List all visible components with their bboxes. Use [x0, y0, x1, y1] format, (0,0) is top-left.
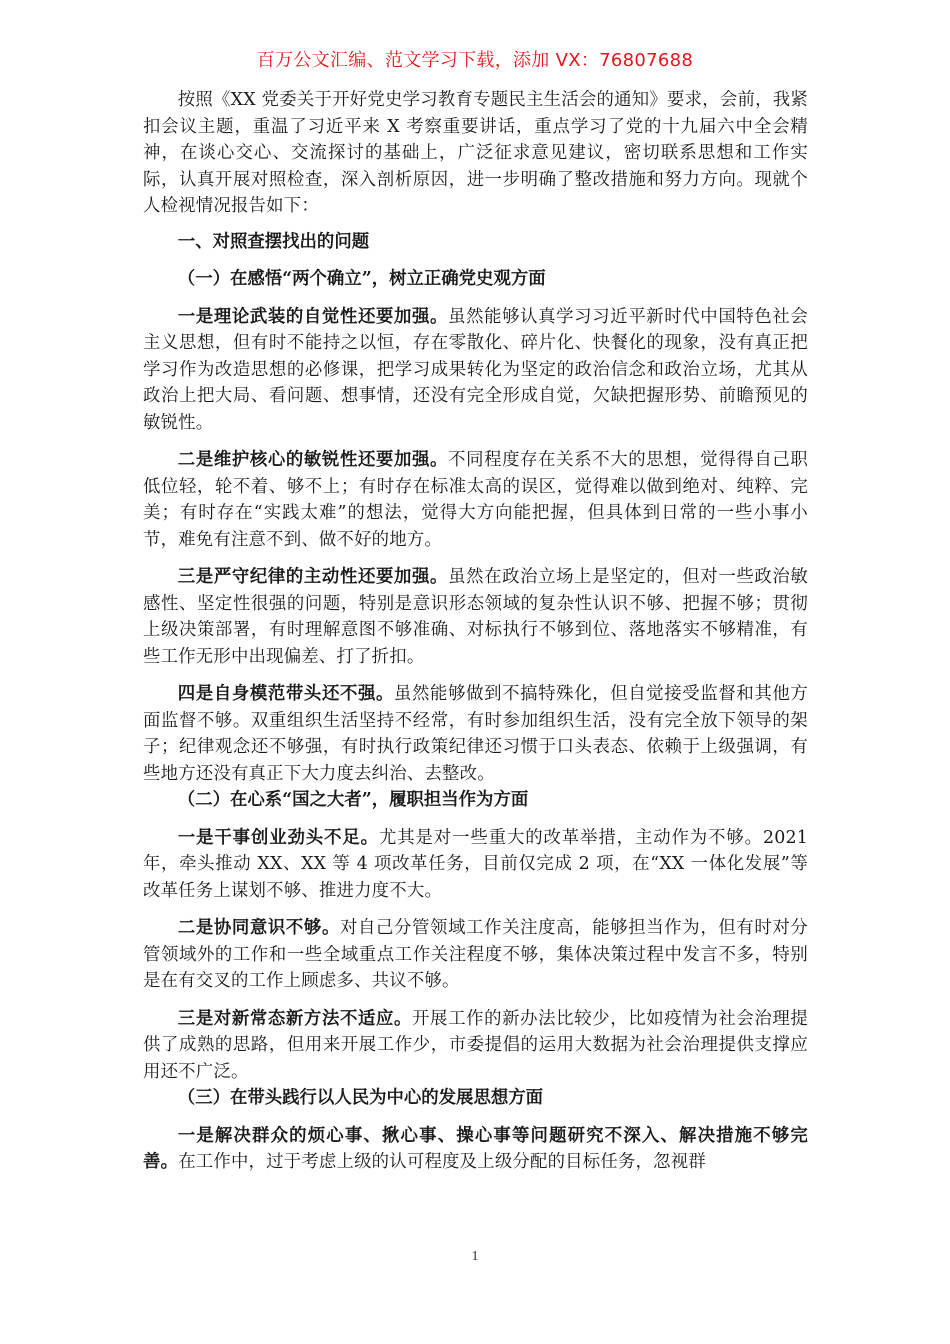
item-lead: 一是理论武装的自觉性还要加强。	[177, 306, 449, 327]
item-text: 虽然能够认真学习习近平新时代中国特色社会主义思想，但有时不能持之以恒，存在零散化、碎片化、快餐化的现象，没有真正把学习作为改造思想的必修课，把学习成果转化为坚定的政治信念和政治立场，尤其从政治上把大局、看问题、想事情，还没有完全形成自觉，欠缺把握形势、前瞻预见的敏锐性。	[143, 306, 808, 433]
item-lead: 一是干事创业劲头不足。	[177, 827, 379, 848]
intro-paragraph: 按照《XX 党委关于开好党史学习教育专题民主生活会的通知》要求，会前，我紧扣会议主题，重温了习近平来 X 考察重要讲话，重点学习了党的十九届六中全会精神，在谈心交心、交流探讨的基础上，广泛征求意见建议，密切联系思想和工作实际，认真开展对照检查，深入剖析原因，进一步明确了整改措施和努力方向。现就个人检视情况报告如下：	[143, 90, 808, 216]
item-lead: 二是维护核心的敏锐性还要加强。	[177, 450, 449, 470]
subsection-heading-1: （一）在感悟“两个确立”，树立正确党史观方面	[177, 269, 546, 289]
item-text: 在工作中，过于考虑上级的认可程度及上级分配的目标任务，忽视群	[178, 1152, 706, 1172]
item-paragraph	[143, 825, 808, 905]
item-text: 尤其是对一些重大的改革举措，主动作为不够。2021 年，牵头推动 XX、XX 等 4 项改革任务，目前仅完成 2 项，在“XX 一体化发展”等改革任务上谋划不够、推进力度不大。	[143, 827, 809, 901]
item-text: 不同程度存在关系不大的思想，觉得得自己职低位轻，轮不着、够不上；有时存在标准太高的误区，觉得难以做到绝对、纯粹、完美；有时存在“实践太难”的想法，觉得大方向能把握，但具体到日常的一些小事小节，难免有注意不到、做不好的地方。	[143, 450, 808, 550]
section-heading: 一、对照查摆找出的问题	[177, 231, 370, 252]
item-lead: 二是协同意识不够。	[177, 918, 340, 938]
item-text: 对自己分管领域工作关注度高，能够担当作为，但有时对分管领域外的工作和一些全域重点工作关注程度不够，集体决策过程中发言不多，特别是在有交叉的工作上顾虑多、共议不够。	[143, 918, 809, 991]
item-lead: 一是解决群众的烦心事、揪心事、操心事等问题研究不深入、解决措施不够完善。	[143, 1125, 808, 1172]
document-body	[143, 87, 808, 1176]
item-lead: 三是对新常态新方法不适应。	[177, 1008, 413, 1029]
item-paragraph	[143, 564, 808, 670]
item-paragraph	[143, 1123, 808, 1176]
item-paragraph	[143, 681, 808, 787]
item-lead: 三是严守纪律的主动性还要加强。	[177, 567, 449, 587]
watermark-banner: 百万公文汇编、范文学习下载，添加 VX：76807688	[256, 50, 694, 71]
item-text: 开展工作的新办法比较少，比如疫情为社会治理提供了成熟的思路，但用来开展工作少，市委提倡的运用大数据为社会治理提供支撑应用还不广泛。	[143, 1008, 808, 1082]
item-paragraph	[143, 915, 808, 995]
item-paragraph	[143, 304, 808, 437]
item-text: 虽然能够做到不搞特殊化，但自觉接受监督和其他方面监督不够。双重组织生活坚持不经常，有时参加组织生活，没有完全放下领导的架子；纪律观念还不够强，有时执行政策纪律还习惯于口头表态、依赖于上级强调，有些地方还没有真正下大力度去纠治、去整改。	[143, 684, 808, 784]
item-text: 虽然在政治立场上是坚定的，但对一些政治敏感性、坚定性很强的问题，特别是意识形态领域的复杂性认识不够、把握不够；贯彻上级决策部署，有时理解意图不够准确、对标执行不够到位、落地落实不够精准，有些工作无形中出现偏差、打了折扣。	[143, 567, 808, 667]
page-number: 1	[471, 1249, 479, 1264]
subsection-heading-2: （二）在心系“国之大者”，履职担当作为方面	[177, 790, 529, 810]
item-paragraph	[143, 447, 808, 553]
item-lead: 四是自身模范带头还不强。	[177, 684, 395, 704]
subsection-heading-3: （三）在带头践行以人民为中心的发展思想方面	[177, 1088, 544, 1108]
item-paragraph	[143, 1006, 808, 1086]
